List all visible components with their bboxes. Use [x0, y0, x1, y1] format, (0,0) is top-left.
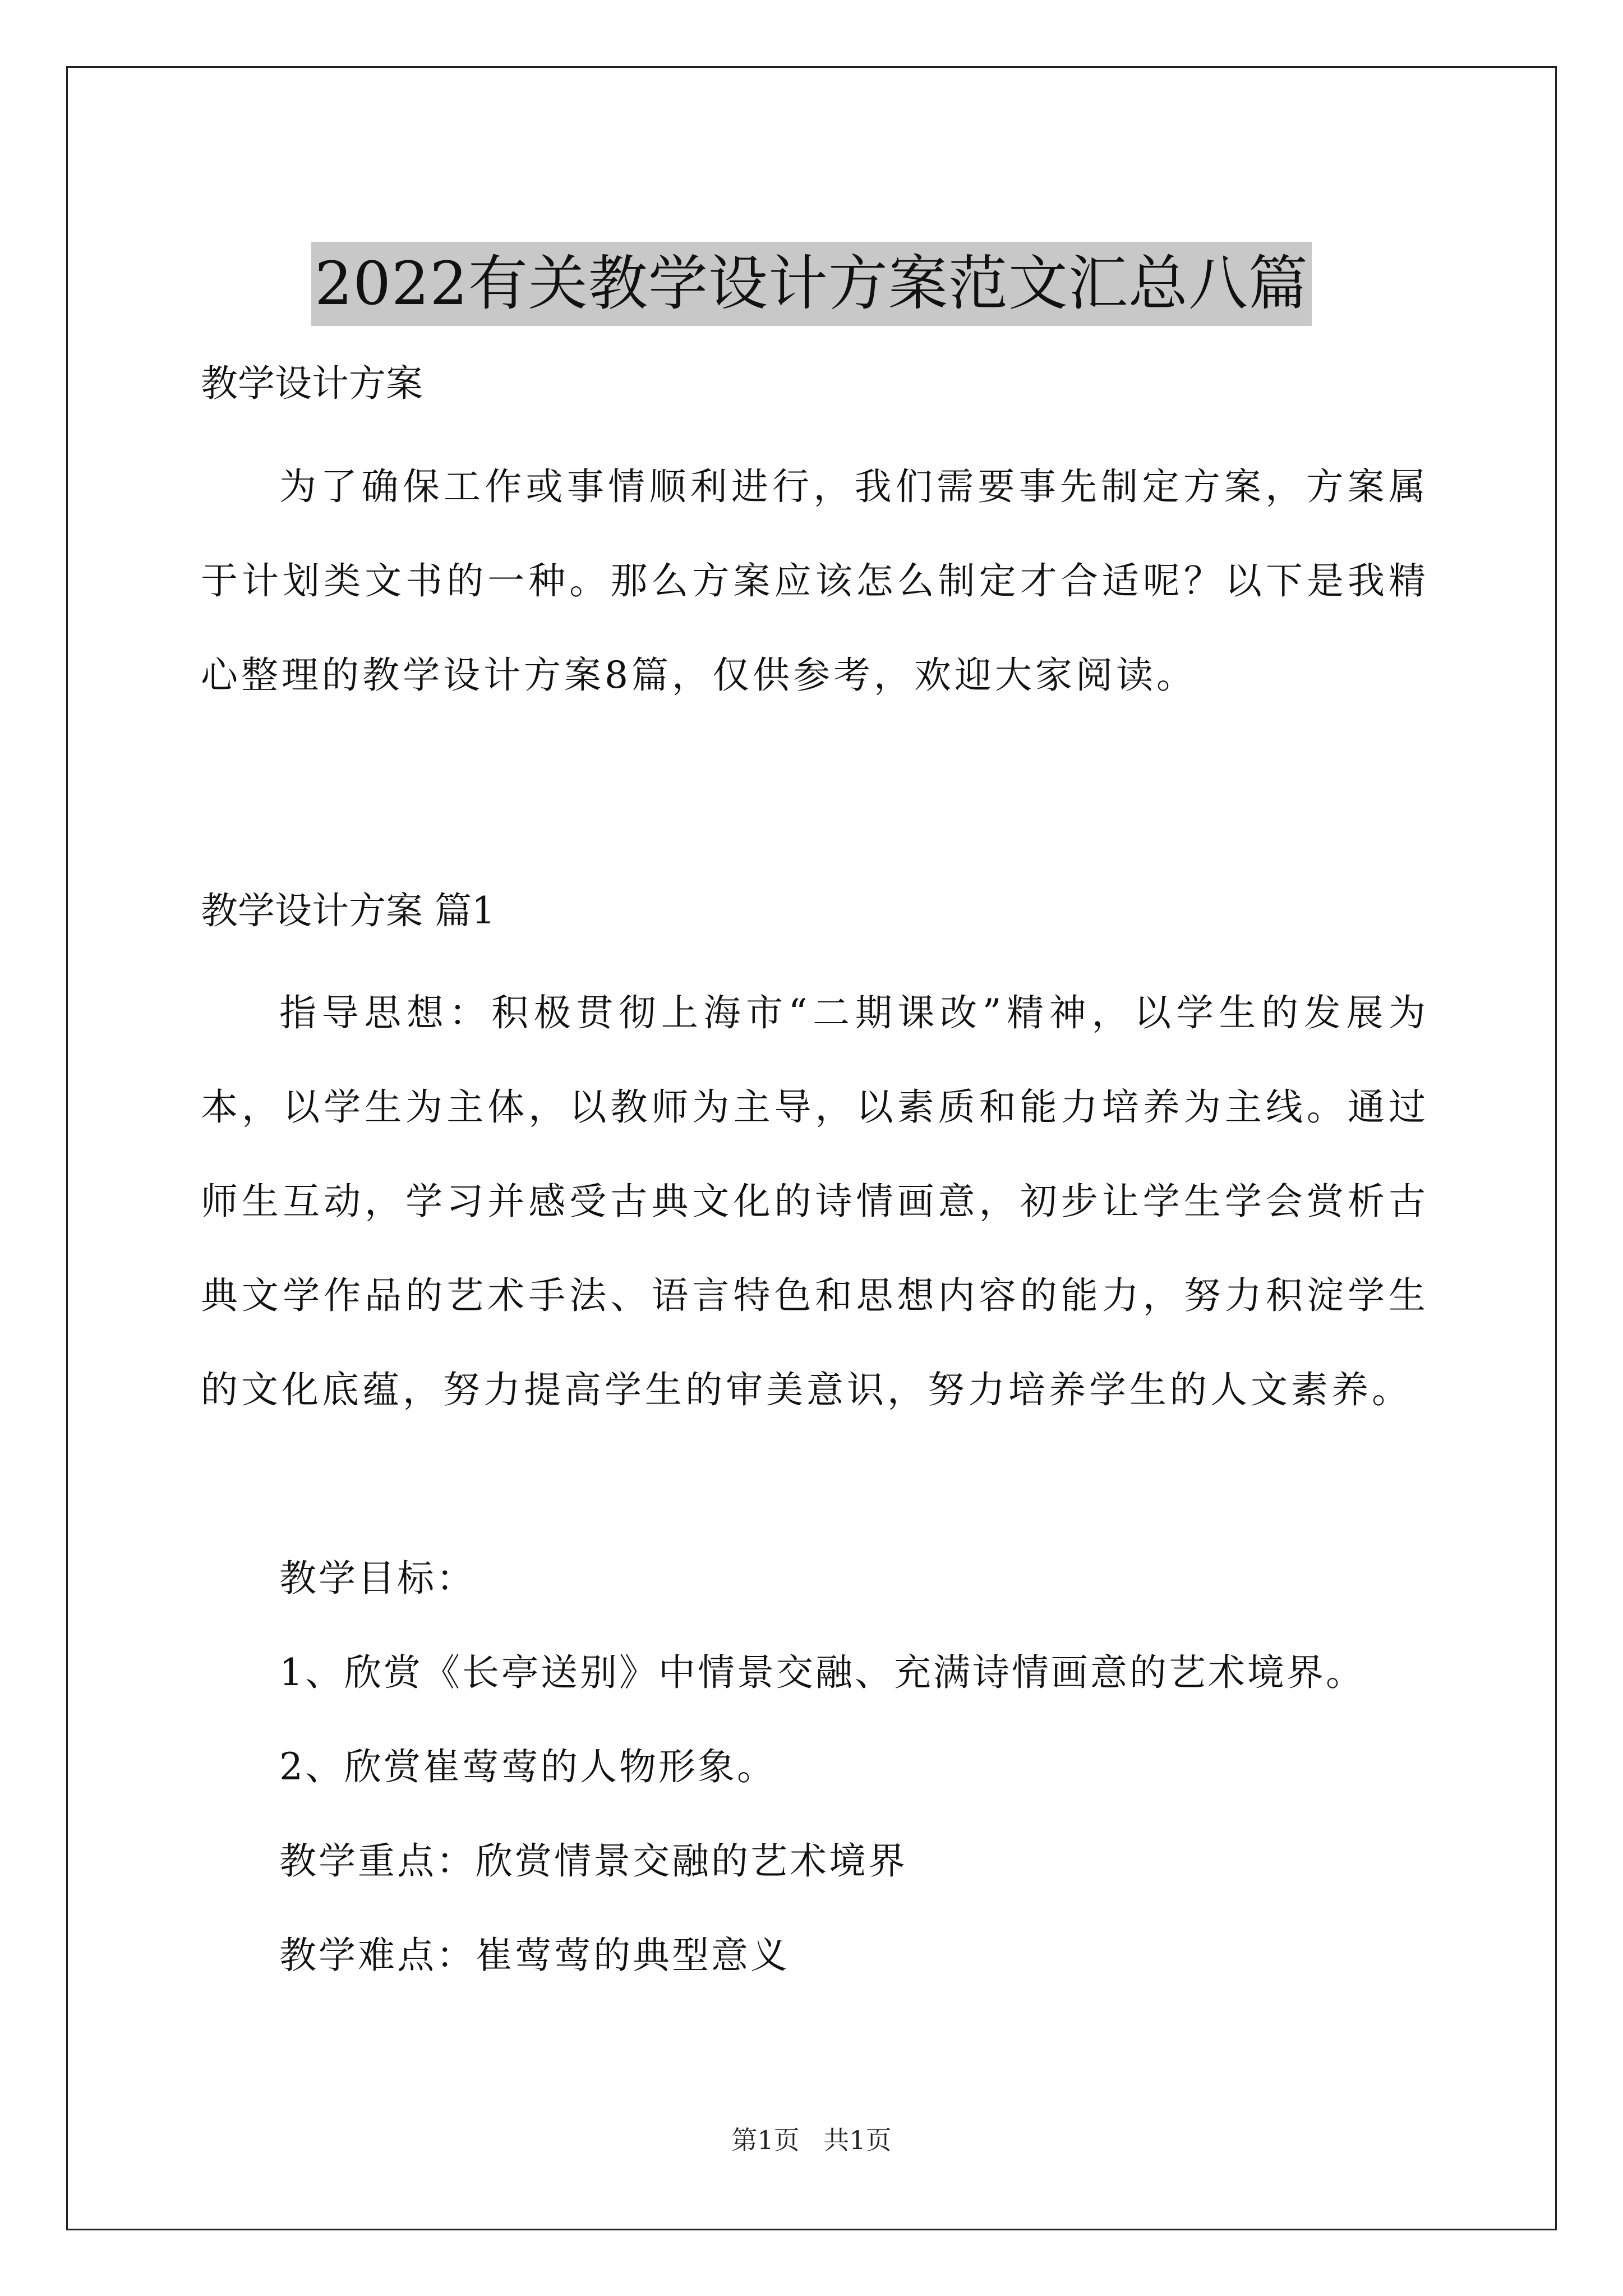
page-current: 第1页 [731, 2125, 800, 2155]
goal-item-1: 1、欣赏《长亭送别》中情景交融、充满诗情画意的艺术境界。 [279, 1651, 1365, 1694]
page-footer [0, 2123, 1623, 2157]
page-total: 共1页 [823, 2125, 892, 2155]
difficult-point: 教学难点：崔莺莺的典型意义 [279, 1934, 790, 1977]
section-heading: 教学设计方案 [201, 362, 423, 405]
intro-paragraph: 为了确保工作或事情顺利进行，我们需要事先制定方案，方案属于计划类文书的一种。那么方案应该怎么制定才合适呢？以下是我精心整理的教学设计方案8篇，仅供参考，欢迎大家阅读。 [201, 465, 1429, 697]
key-point: 教学重点：欣赏情景交融的艺术境界 [279, 1839, 907, 1883]
goals-label: 教学目标： [279, 1557, 476, 1600]
guiding-paragraph: 指导思想：积极贯彻上海市“二期课改”精神，以学生的发展为本，以学生为主体，以教师为主导，以素质和能力培养为主线。通过师生互动，学习并感受古典文化的诗情画意，初步让学生学会赏析古典文学作品的艺术手法、语言特色和思想内容的能力，努力积淀学生的文化底蕴，努力提高学生的审美意识，努力培养学生的人文素养。 [201, 991, 1429, 1411]
document-title: 2022有关教学设计方案范文汇总八篇 [311, 242, 1312, 326]
goal-item-2: 2、欣赏崔莺莺的人物形象。 [279, 1745, 776, 1788]
article-heading: 教学设计方案 篇1 [201, 889, 495, 932]
